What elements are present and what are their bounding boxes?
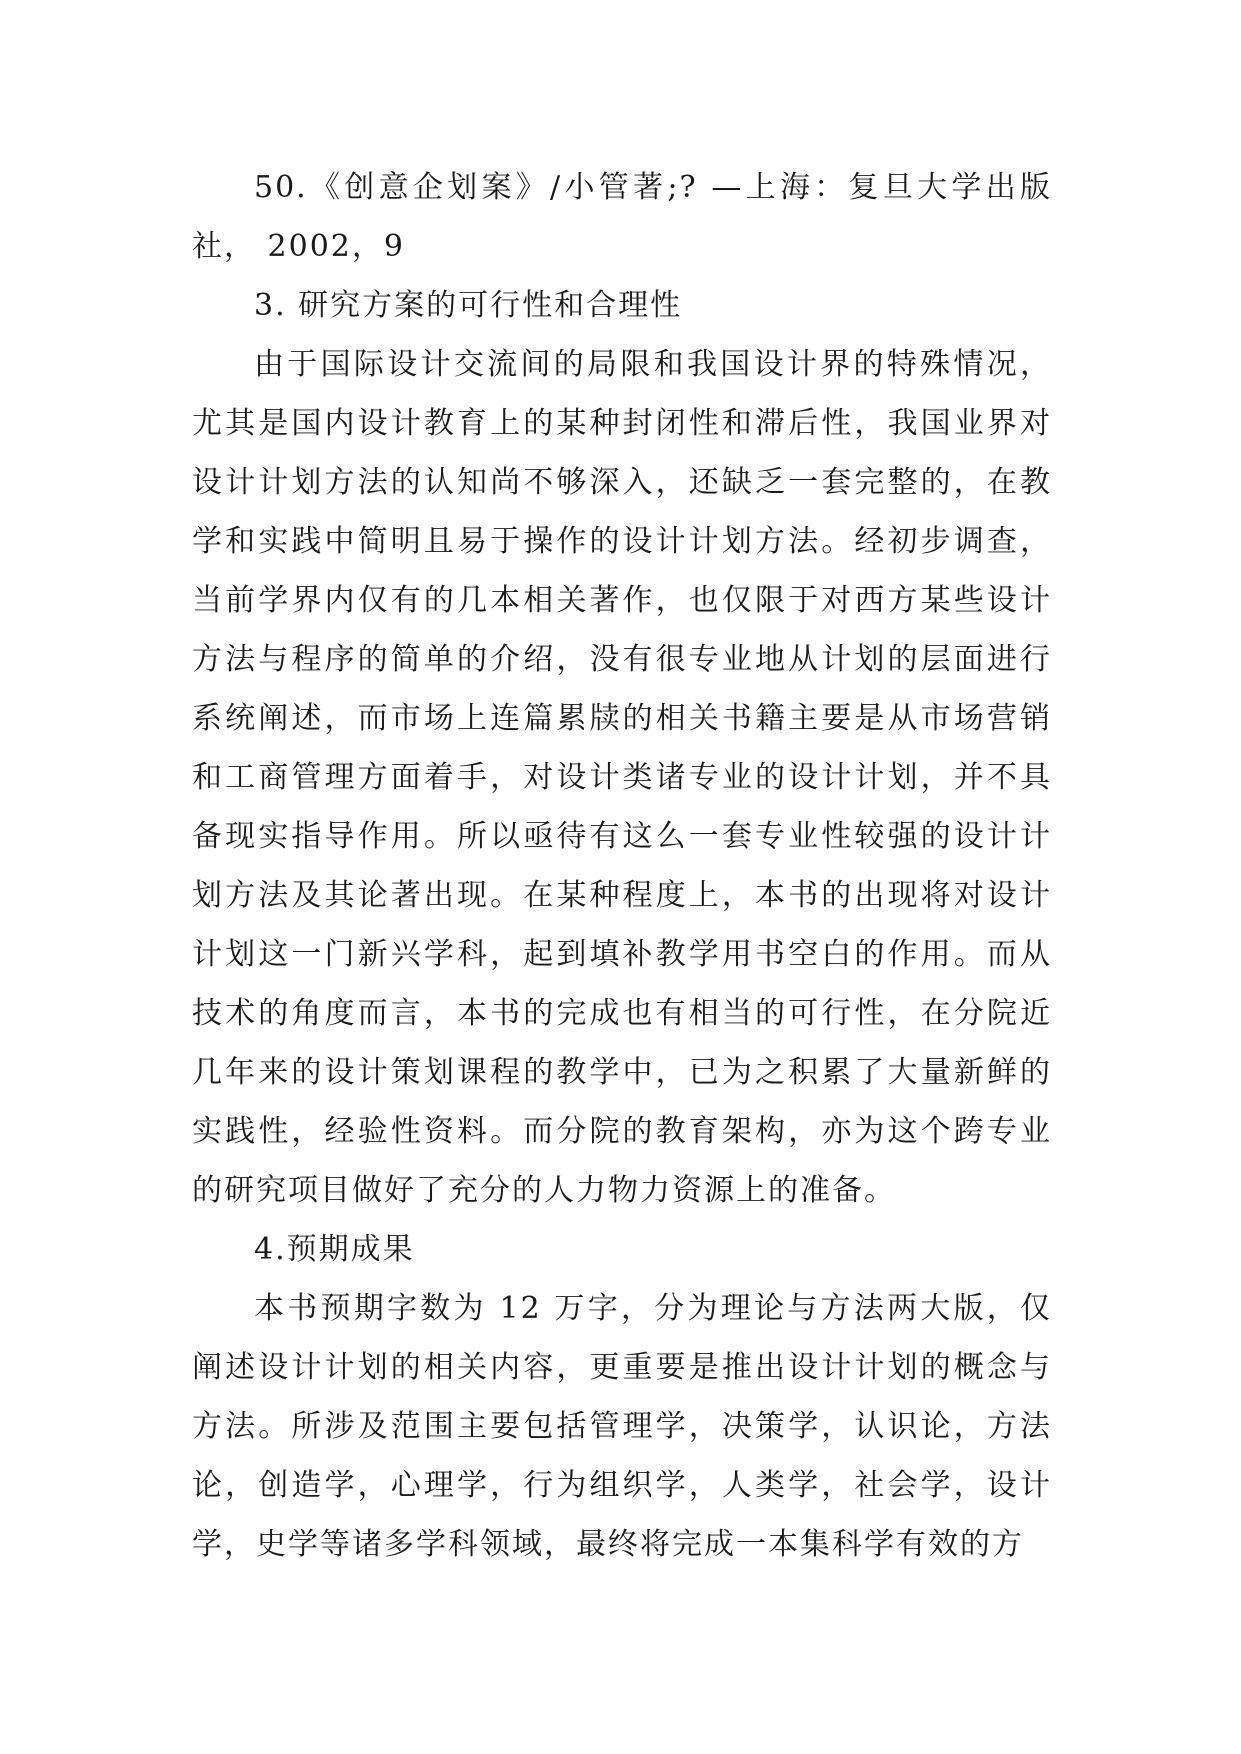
feasibility-paragraph: 由于国际设计交流间的局限和我国设计界的特殊情况，尤其是国内设计教育上的某种封闭性和滞后性，我国业界对设计计划方法的认知尚不够深入，还缺乏一套完整的，在教学和实践中简明且易于操作的设计计划方法。经初步调查，当前学界内仅有的几本相关著作，也仅限于对西方某些设计方法与程序的简单的介绍，没有很专业地从计划的层面进行系统阐述，而市场上连篇累牍的相关书籍主要是从市场营销和工商管理方面着手，对设计类诸专业的设计计划，并不具备现实指导作用。所以亟待有这么一套专业性较强的设计计划方法及其论著出现。在某种程度上，本书的出现将对设计计划这一门新兴学科，起到填补教学用书空白的作用。而从技术的角度而言，本书的完成也有相当的可行性，在分院近几年来的设计策划课程的教学中，已为之积累了大量新鲜的实践性，经验性资料。而分院的教育架构，亦为这个跨专业的研究项目做好了充分的人力物力资源上的准备。: [192, 347, 1052, 1208]
section-heading-feasibility: 3. 研究方案的可行性和合理性: [254, 288, 683, 323]
expected-results-paragraph: 本书预期字数为 12 万字，分为理论与方法两大版，仅阐述设计计划的相关内容，更重要是推出设计计划的概念与方法。所涉及范围主要包括管理学，决策学，认识论，方法论，创造学，心理学，行为组织学，人类学，社会学，设计学，史学等诸多学科领域，最终将完成一本集科学有效的方: [192, 1291, 1052, 1562]
section-heading-expected-results: 4.预期成果: [254, 1232, 415, 1267]
document-page: [192, 158, 1052, 1574]
reference-entry: 50.《创意企划案》/小管著;? —上海：复旦大学出版社， 2002，9: [192, 170, 1052, 264]
